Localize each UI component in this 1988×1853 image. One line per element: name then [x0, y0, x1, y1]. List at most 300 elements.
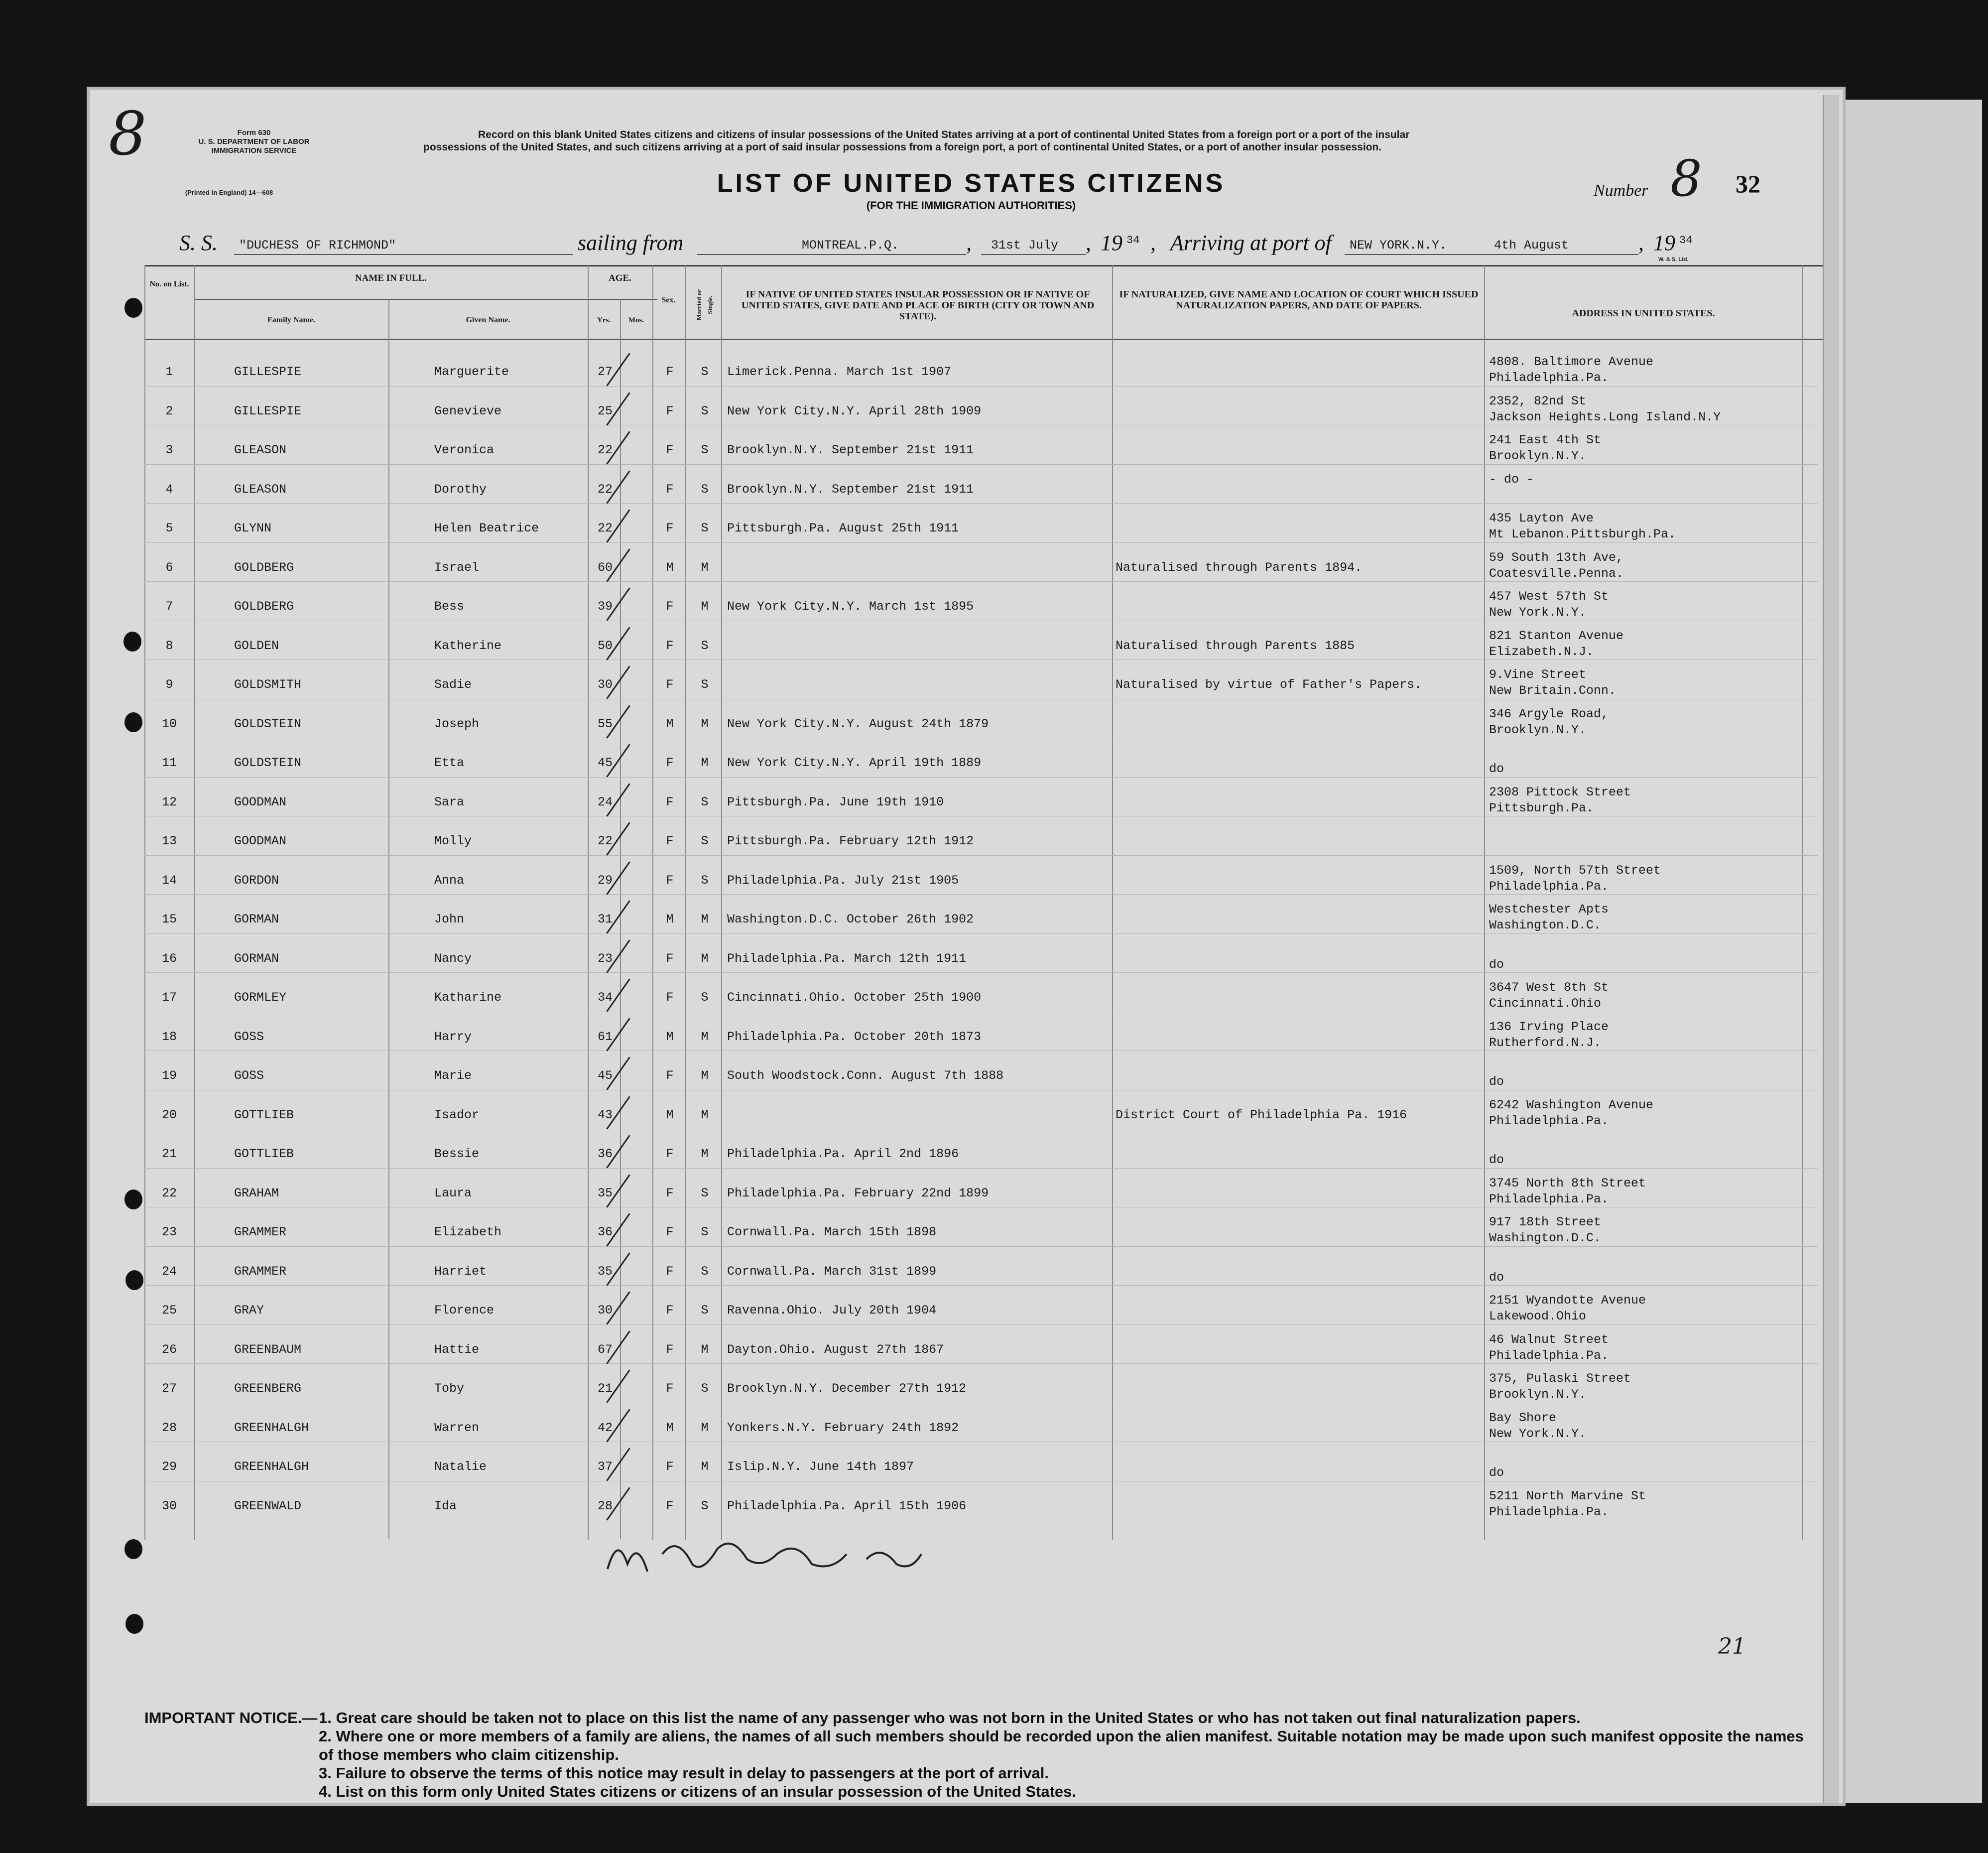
row-age: 31: [597, 912, 613, 926]
table-row: [0, 701, 1843, 740]
row-birthplace: Philadelphia.Pa. February 22nd 1899: [727, 1186, 989, 1200]
row-address-line-1: 346 Argyle Road,: [1489, 706, 1609, 721]
row-naturalization: District Court of Philadelphia Pa. 1916: [1116, 1107, 1407, 1122]
table-row: [0, 662, 1843, 700]
row-birthplace: Brooklyn.N.Y. September 21st 1911: [727, 482, 974, 497]
row-sex: M: [666, 912, 674, 926]
printed-note: (Printed in England) 14—608: [185, 189, 273, 196]
table-row: [0, 1092, 1843, 1131]
row-address-line-2: Brooklyn.N.Y.: [1489, 1387, 1587, 1402]
row-naturalization: Naturalised by virtue of Father's Papers.: [1116, 677, 1422, 692]
table-row: [0, 466, 1843, 505]
date-underline: [981, 254, 1086, 255]
row-marital: S: [701, 638, 709, 653]
row-marital: S: [701, 990, 709, 1005]
row-age: 29: [597, 873, 613, 888]
row-family-name: GOLDEN: [234, 638, 279, 653]
row-no: 26: [161, 1342, 177, 1357]
row-age: 36: [597, 1147, 613, 1161]
row-age: 36: [597, 1225, 613, 1239]
row-address-line-2: Lakewood.Ohio: [1489, 1309, 1587, 1324]
row-address-line-2: Philadelphia.Pa.: [1489, 879, 1609, 894]
table-row: [0, 1053, 1843, 1091]
row-marital: M: [701, 951, 709, 966]
row-family-name: GREENBAUM: [234, 1342, 302, 1357]
row-address-line-2: Cincinnati.Ohio: [1489, 996, 1602, 1011]
row-marital: S: [701, 403, 709, 418]
row-address-line-1: 6242 Washington Avenue: [1489, 1097, 1654, 1112]
row-given-name: Molly: [434, 834, 472, 848]
department-name: U. S. DEPARTMENT OF LABOR: [198, 137, 310, 146]
table-row: [0, 1170, 1843, 1209]
row-family-name: GLEASON: [234, 482, 287, 497]
row-address-line-1: 1509, North 57th Street: [1489, 863, 1661, 878]
header-bottom-rule: [144, 339, 1823, 340]
row-birthplace: South Woodstock.Conn. August 7th 1888: [727, 1068, 1004, 1083]
row-address-line-1: 9.Vine Street: [1489, 667, 1587, 682]
row-family-name: GOLDBERG: [234, 560, 294, 575]
arrival-date: 4th August: [1494, 238, 1569, 253]
row-family-name: GRAMMER: [234, 1264, 287, 1279]
row-address-line-2: New Britain.Conn.: [1489, 683, 1616, 698]
row-birthplace: Philadelphia.Pa. October 20th 1873: [727, 1029, 982, 1044]
row-family-name: GOODMAN: [234, 834, 287, 848]
table-row: [0, 1287, 1843, 1326]
row-marital: M: [701, 1459, 709, 1474]
row-birthplace: Pittsburgh.Pa. June 19th 1910: [727, 794, 944, 809]
table-row: [0, 583, 1843, 622]
row-no: 22: [161, 1186, 177, 1200]
col-header-mos: Mos.: [628, 316, 644, 324]
row-given-name: Marie: [434, 1068, 472, 1083]
row-age: 22: [597, 834, 613, 848]
col-header-age: AGE.: [609, 273, 631, 283]
row-family-name: GRAMMER: [234, 1225, 287, 1239]
row-address-line-2: Elizabeth.N.J.: [1489, 644, 1594, 659]
comma-3: ,: [1150, 231, 1156, 255]
row-birthplace: Pittsburgh.Pa. February 12th 1912: [727, 834, 974, 848]
row-address-line-2: Jackson Heights.Long Island.N.Y: [1489, 409, 1721, 424]
row-family-name: GOODMAN: [234, 794, 287, 809]
row-no: 21: [161, 1147, 177, 1161]
row-sex: M: [666, 716, 674, 731]
row-address-line-1: 435 Layton Ave: [1489, 511, 1594, 526]
row-address-line-2: New York.N.Y.: [1489, 1426, 1587, 1441]
table-row: [0, 1131, 1843, 1170]
row-birthplace: Ravenna.Ohio. July 20th 1904: [727, 1303, 937, 1318]
table-row: [0, 623, 1843, 662]
row-sex: M: [666, 1107, 674, 1122]
row-marital: M: [701, 599, 709, 614]
row-sex: F: [666, 403, 674, 418]
row-no: 13: [161, 834, 177, 848]
row-birthplace: Philadelphia.Pa. March 12th 1911: [727, 951, 967, 966]
table-row: [0, 1365, 1843, 1404]
row-address-line-2: Coatesville.Penna.: [1489, 566, 1624, 581]
row-given-name: Veronica: [434, 443, 495, 457]
row-birthplace: New York City.N.Y. April 19th 1889: [727, 756, 982, 770]
row-age: 34: [597, 990, 613, 1005]
row-no: 6: [165, 560, 173, 575]
row-marital: S: [701, 834, 709, 848]
row-address-line-1: 4808. Baltimore Avenue: [1489, 355, 1654, 369]
row-marital: S: [701, 677, 709, 692]
row-no: 2: [165, 403, 173, 418]
row-address-line-1: 375, Pulaski Street: [1489, 1371, 1631, 1386]
row-given-name: Bessie: [434, 1147, 480, 1161]
row-no: 9: [165, 677, 173, 692]
col-header-married: Married or Single.: [695, 289, 714, 321]
row-age: 22: [597, 482, 613, 497]
row-marital: S: [701, 482, 709, 497]
table-row: [0, 779, 1843, 818]
row-age: 61: [597, 1029, 613, 1044]
table-row: [0, 388, 1843, 427]
row-birthplace: New York City.N.Y. March 1st 1895: [727, 599, 974, 614]
page-subtitle: (FOR THE IMMIGRATION AUTHORITIES): [866, 199, 1076, 212]
row-no: 23: [161, 1225, 177, 1239]
row-sex: F: [666, 521, 674, 535]
row-age: 39: [597, 599, 613, 614]
row-family-name: GLEASON: [234, 443, 287, 457]
row-address-line-1: 59 South 13th Ave,: [1489, 550, 1624, 565]
col-header-given: Given Name.: [466, 316, 510, 324]
row-given-name: Sara: [434, 794, 465, 809]
page-edge-stack: [1838, 100, 1982, 1803]
row-marital: S: [701, 443, 709, 457]
row-family-name: GOLDSMITH: [234, 677, 302, 692]
row-marital: M: [701, 756, 709, 770]
row-no: 17: [161, 990, 177, 1005]
row-address-line-2: Mt Lebanon.Pittsburgh.Pa.: [1489, 527, 1676, 541]
row-sex: F: [666, 482, 674, 497]
row-age: 42: [597, 1420, 613, 1435]
form-number: Form 630: [237, 129, 271, 137]
row-given-name: Ida: [434, 1498, 457, 1513]
record-instructions: Record on this blank United States citizens and citizens of insular possessions of the United States arriving at a port of continental United States from a foreign port or a port of the insular possessions of the United States, and such citizens arriving at a port of said insular possessions from a foreign port, a port of continental United States, or a port of another insular possession.: [423, 129, 1410, 153]
row-address-line-2: do: [1489, 1465, 1504, 1480]
comma-4: ,: [1638, 231, 1644, 255]
row-sex: F: [666, 1186, 674, 1200]
row-address-line-1: 3745 North 8th Street: [1489, 1176, 1646, 1191]
row-address-line-2: do: [1489, 762, 1504, 776]
row-given-name: Sadie: [434, 677, 472, 692]
row-marital: M: [701, 716, 709, 731]
row-sex: F: [666, 1498, 674, 1513]
table-row: [0, 505, 1843, 544]
row-sex: F: [666, 834, 674, 848]
row-family-name: GOTTLIEB: [234, 1107, 294, 1122]
row-given-name: Dorothy: [434, 482, 487, 497]
row-address-line-2: Philadelphia.Pa.: [1489, 1191, 1609, 1206]
row-address-line-1: - do -: [1489, 472, 1534, 487]
table-row: [0, 1405, 1843, 1444]
arrival-underline: [1345, 254, 1638, 255]
row-sex: F: [666, 365, 674, 379]
row-address-line-2: Brooklyn.N.Y.: [1489, 722, 1587, 737]
row-age: 37: [597, 1459, 613, 1474]
ship-name: "DUCHESS OF RICHMOND": [239, 238, 396, 253]
row-no: 5: [165, 521, 173, 535]
row-given-name: Anna: [434, 873, 465, 888]
row-given-name: Bess: [434, 599, 465, 614]
row-age: 30: [597, 677, 613, 692]
row-family-name: GOLDSTEIN: [234, 756, 302, 770]
table-row: [0, 1209, 1843, 1248]
row-address-line-1: 2308 Pittock Street: [1489, 785, 1631, 799]
row-sex: F: [666, 638, 674, 653]
row-no: 25: [161, 1303, 177, 1318]
row-given-name: Hattie: [434, 1342, 480, 1357]
row-no: 14: [161, 873, 177, 888]
form-header: [169, 129, 339, 155]
row-family-name: GOTTLIEB: [234, 1147, 294, 1161]
table-row: [0, 427, 1843, 466]
col-header-sex: Sex.: [661, 296, 676, 304]
table-row: [0, 349, 1843, 388]
row-address-line-1: 3647 West 8th St: [1489, 980, 1609, 995]
row-family-name: GILLESPIE: [234, 365, 302, 379]
name-subheader-rule: [194, 299, 622, 300]
row-address-line-1: 821 Stanton Avenue: [1489, 628, 1624, 643]
printer-mark: W. & S. Ltd.: [1658, 257, 1689, 263]
row-age: 24: [597, 794, 613, 809]
row-birthplace: Dayton.Ohio. August 27th 1867: [727, 1342, 944, 1357]
row-address-line-2: do: [1489, 1270, 1504, 1285]
row-sex: F: [666, 443, 674, 457]
row-marital: S: [701, 794, 709, 809]
depart-year-prefix: 19: [1101, 231, 1122, 255]
row-given-name: Warren: [434, 1420, 480, 1435]
row-age: 50: [597, 638, 613, 653]
row-age: 67: [597, 1342, 613, 1357]
row-no: 20: [161, 1107, 177, 1122]
row-age: 35: [597, 1264, 613, 1279]
age-subheader-rule: [588, 299, 657, 300]
row-family-name: GREENHALGH: [234, 1420, 309, 1435]
table-row: [0, 1483, 1843, 1522]
row-marital: M: [701, 912, 709, 926]
departure-date: 31st July: [991, 238, 1059, 253]
sailing-label: sailing from: [578, 231, 684, 255]
row-marital: S: [701, 1186, 709, 1200]
table-top-rule: [144, 265, 1823, 266]
col-header-yrs: Yrs.: [597, 316, 611, 324]
row-marital: M: [701, 1107, 709, 1122]
row-birthplace: Philadelphia.Pa. July 21st 1905: [727, 873, 959, 888]
notice-heading: IMPORTANT NOTICE.—: [144, 1709, 318, 1726]
row-given-name: Elizabeth: [434, 1225, 502, 1239]
page-title: LIST OF UNITED STATES CITIZENS: [717, 169, 1226, 198]
row-address-line-1: 46 Walnut Street: [1489, 1332, 1609, 1347]
row-family-name: GREENHALGH: [234, 1459, 309, 1474]
row-sex: F: [666, 599, 674, 614]
row-address-line-2: do: [1489, 1074, 1504, 1089]
row-marital: M: [701, 1147, 709, 1161]
row-birthplace: Islip.N.Y. June 14th 1897: [727, 1459, 914, 1474]
row-marital: S: [701, 1498, 709, 1513]
row-birthplace: New York City.N.Y. April 28th 1909: [727, 403, 982, 418]
corner-number: 21: [1718, 1634, 1746, 1659]
row-family-name: GRAY: [234, 1303, 264, 1318]
row-address-line-2: Philadelphia.Pa.: [1489, 1348, 1609, 1363]
row-address-line-2: do: [1489, 1153, 1504, 1167]
row-family-name: GOSS: [234, 1029, 264, 1044]
row-no: 28: [161, 1420, 177, 1435]
row-no: 19: [161, 1068, 177, 1083]
row-given-name: Harry: [434, 1029, 472, 1044]
row-address-line-2: do: [1489, 957, 1504, 972]
row-age: 21: [597, 1381, 613, 1396]
row-sex: F: [666, 794, 674, 809]
number-label: Number: [1594, 181, 1648, 200]
row-marital: M: [701, 1342, 709, 1357]
row-given-name: Katherine: [434, 638, 502, 653]
table-row: [0, 1326, 1843, 1365]
col-header-name: NAME IN FULL.: [355, 273, 427, 283]
row-age: 27: [597, 365, 613, 379]
row-age: 45: [597, 756, 613, 770]
row-marital: M: [701, 1029, 709, 1044]
row-sex: F: [666, 1342, 674, 1357]
row-birthplace: Yonkers.N.Y. February 24th 1892: [727, 1420, 959, 1435]
col-header-native: IF NATIVE OF UNITED STATES INSULAR POSSESSION OR IF NATIVE OF UNITED STATES, GIVE DATE AND PLACE OF BIRTH (CITY OR TOWN AND STATE).: [741, 289, 1095, 322]
row-sex: F: [666, 873, 674, 888]
row-marital: S: [701, 1381, 709, 1396]
row-birthplace: Philadelphia.Pa. April 2nd 1896: [727, 1147, 959, 1161]
table-row: [0, 974, 1843, 1013]
row-given-name: Toby: [434, 1381, 465, 1396]
row-marital: S: [701, 521, 709, 535]
row-address-line-1: 5211 North Marvine St: [1489, 1488, 1646, 1503]
row-sex: F: [666, 990, 674, 1005]
row-age: 35: [597, 1186, 613, 1200]
ship-underline: [234, 254, 573, 255]
row-given-name: Helen Beatrice: [434, 521, 539, 535]
row-address-line-2: New York.N.Y.: [1489, 605, 1587, 620]
row-sex: F: [666, 1264, 674, 1279]
row-no: 24: [161, 1264, 177, 1279]
row-birthplace: Washington.D.C. October 26th 1902: [727, 912, 974, 926]
table-row: [0, 740, 1843, 779]
row-family-name: GRAHAM: [234, 1186, 279, 1200]
row-address-line-1: 136 Irving Place: [1489, 1019, 1609, 1034]
row-sex: F: [666, 1381, 674, 1396]
row-marital: S: [701, 365, 709, 379]
row-family-name: GREENBERG: [234, 1381, 302, 1396]
departure-year: 34: [1126, 234, 1140, 247]
row-given-name: Etta: [434, 756, 465, 770]
arriving-label: Arriving at port of: [1170, 231, 1332, 255]
row-marital: M: [701, 560, 709, 575]
departure-port: MONTREAL.P.Q.: [802, 238, 899, 253]
row-given-name: Laura: [434, 1186, 472, 1200]
row-marital: S: [701, 1303, 709, 1318]
notice-item-1: 1. Great care should be taken not to place on this list the name of any passenger who was not born in the United States or who has not taken out final naturalization papers.: [319, 1709, 1581, 1726]
row-age: 25: [597, 403, 613, 418]
row-no: 4: [165, 482, 173, 497]
col-header-address: ADDRESS IN UNITED STATES.: [1572, 308, 1715, 319]
row-sex: F: [666, 756, 674, 770]
row-family-name: GOLDSTEIN: [234, 716, 302, 731]
row-sex: M: [666, 1029, 674, 1044]
table-row: [0, 1444, 1843, 1482]
row-birthplace: Philadelphia.Pa. April 15th 1906: [727, 1498, 967, 1513]
row-marital: S: [701, 873, 709, 888]
col-header-naturalized: IF NATURALIZED, GIVE NAME AND LOCATION OF COURT WHICH ISSUED NATURALIZATION PAPERS, AND DATE OF PAPERS.: [1119, 289, 1479, 311]
row-sex: F: [666, 951, 674, 966]
row-age: 43: [597, 1107, 613, 1122]
row-given-name: Isador: [434, 1107, 480, 1122]
row-no: 27: [161, 1381, 177, 1396]
row-address-line-2: Philadelphia.Pa.: [1489, 1504, 1609, 1519]
row-family-name: GORMLEY: [234, 990, 287, 1005]
comma-1: ,: [966, 231, 972, 255]
row-sex: F: [666, 1068, 674, 1083]
comma-2: ,: [1086, 231, 1091, 255]
punch-hole: [125, 1270, 143, 1290]
row-address-line-1: 2151 Wyandotte Avenue: [1489, 1293, 1646, 1308]
row-no: 1: [165, 365, 173, 379]
row-given-name: Katharine: [434, 990, 502, 1005]
page-number: 32: [1736, 170, 1760, 198]
punch-hole: [124, 1190, 142, 1209]
page-mark: 8: [109, 100, 147, 169]
row-sex: F: [666, 1303, 674, 1318]
row-age: 28: [597, 1498, 613, 1513]
row-birthplace: Brooklyn.N.Y. December 27th 1912: [727, 1381, 967, 1396]
table-row: [0, 1248, 1843, 1287]
row-address-line-2: Washington.D.C.: [1489, 918, 1602, 932]
row-given-name: Genevieve: [434, 403, 502, 418]
row-naturalization: Naturalised through Parents 1894.: [1116, 560, 1363, 575]
punch-hole: [124, 1539, 142, 1559]
row-given-name: Joseph: [434, 716, 480, 731]
col-header-family: Family Name.: [267, 316, 315, 324]
row-sex: F: [666, 1225, 674, 1239]
row-age: 30: [597, 1303, 613, 1318]
punch-hole: [124, 298, 142, 318]
table-row: [0, 1014, 1843, 1053]
arrival-year: 34: [1679, 234, 1693, 247]
row-no: 7: [165, 599, 173, 614]
row-address-line-2: Brooklyn.N.Y.: [1489, 449, 1587, 463]
row-no: 10: [161, 716, 177, 731]
row-birthplace: Cornwall.Pa. March 15th 1898: [727, 1225, 937, 1239]
notice-item-2: 2. Where one or more members of a family are aliens, the names of all such members should be recorded upon the alien manifest. Suitable notation may be made upon such manifest opposite the names of those members who claim citizenship.: [319, 1727, 1804, 1763]
row-birthplace: Pittsburgh.Pa. August 25th 1911: [727, 521, 959, 535]
row-sex: M: [666, 560, 674, 575]
row-address-line-1: 917 18th Street: [1489, 1215, 1602, 1229]
row-sex: M: [666, 1420, 674, 1435]
ss-label: S. S.: [179, 231, 218, 255]
row-no: 16: [161, 951, 177, 966]
punch-hole: [125, 1614, 143, 1634]
row-address-line-1: 241 East 4th St: [1489, 433, 1602, 447]
table-row: [0, 857, 1843, 896]
arrival-year-prefix: 19: [1653, 231, 1675, 255]
inspector-signature: [598, 1524, 1046, 1584]
row-address-line-2: Philadelphia.Pa.: [1489, 1113, 1609, 1128]
row-family-name: GOLDBERG: [234, 599, 294, 614]
service-name: IMMIGRATION SERVICE: [211, 146, 297, 155]
row-no: 29: [161, 1459, 177, 1474]
row-age: 23: [597, 951, 613, 966]
row-family-name: GORMAN: [234, 912, 279, 926]
row-given-name: Natalie: [434, 1459, 487, 1474]
punch-hole: [124, 632, 141, 652]
row-family-name: GOSS: [234, 1068, 264, 1083]
